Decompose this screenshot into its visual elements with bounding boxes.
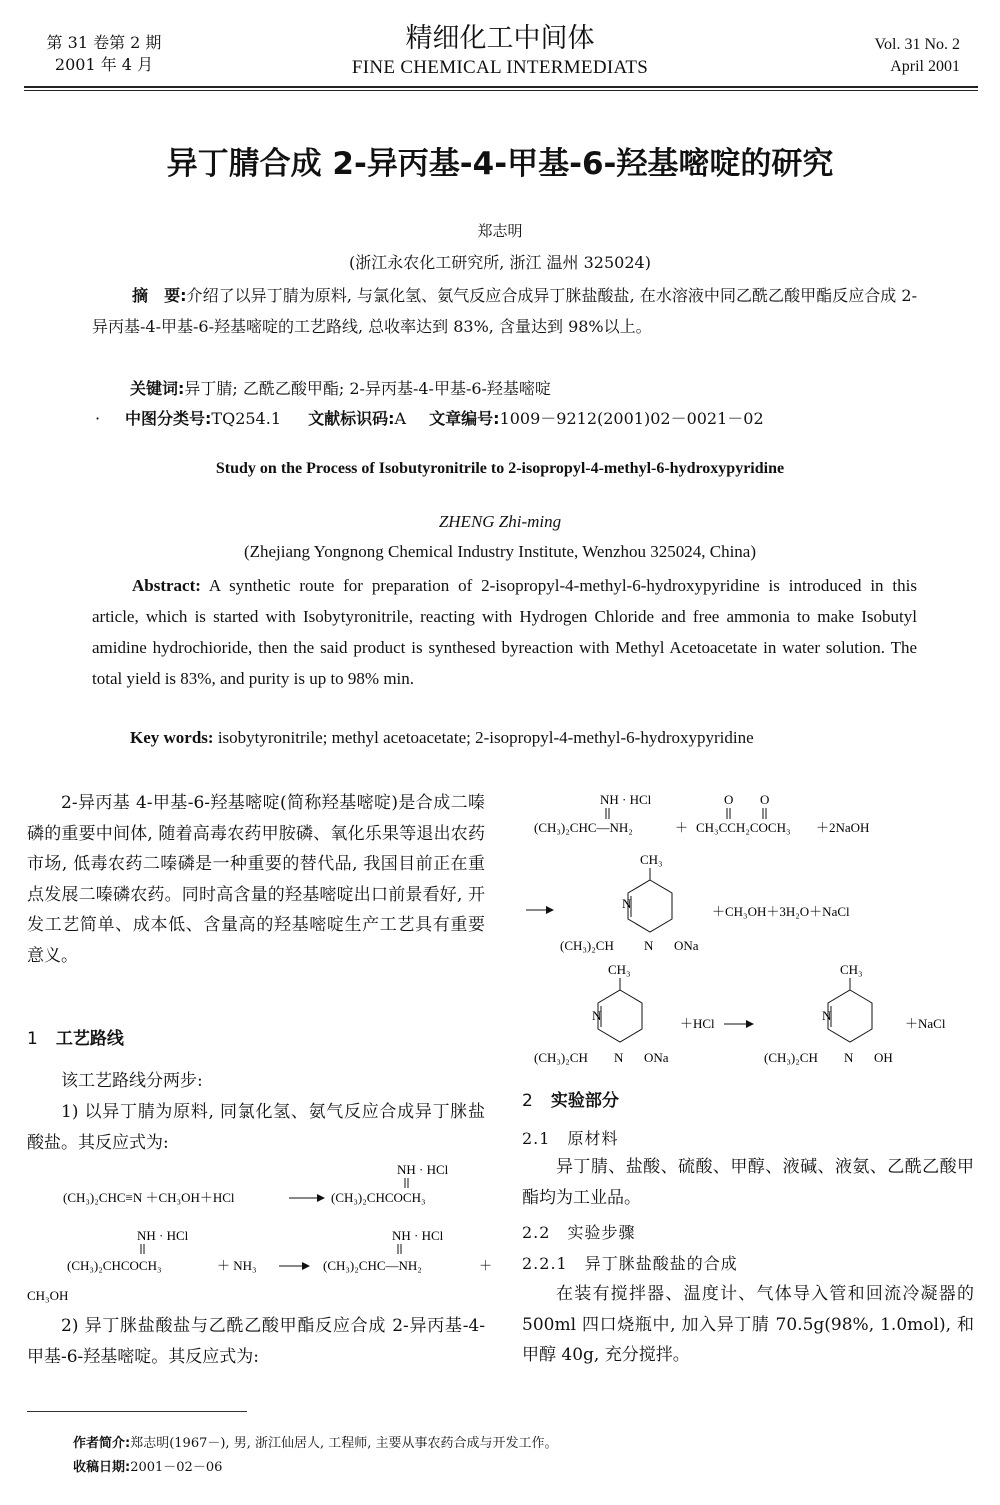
received-date [73, 1458, 222, 1478]
author-cn: 郑志明 [477, 222, 523, 240]
reaction-scheme [520, 784, 990, 1074]
scheme-plus-1: ＋ [675, 820, 689, 835]
ring3-n-top: N [822, 1008, 832, 1023]
ring3-ch3: CH₃ [840, 962, 863, 977]
ring3-structure [828, 978, 872, 1042]
ring1-isopropyl: (CH₃)₂CH [560, 938, 614, 953]
keywords-en-label: Key words: [130, 728, 214, 747]
ring2-n-top: N [592, 1008, 602, 1023]
ring3-n-bottom: N [844, 1050, 854, 1065]
abstract-cn-label: 摘 要: [132, 286, 187, 305]
keywords-en [130, 728, 754, 748]
eq2-ammonia: ＋ NH₃ [217, 1258, 257, 1273]
section-1-heading [27, 1024, 124, 1049]
subsection-2-2-1: 2.2.1 异丁脒盐酸盐的合成 [522, 1254, 738, 1273]
received-date-value: 2001－02－06 [130, 1460, 223, 1475]
eq2-rhs: (CH₃)₂CHC—NH₂ [323, 1258, 422, 1273]
issue-info [34, 32, 174, 76]
ring2-isopropyl: (CH₃)₂CH [534, 1050, 588, 1065]
doc-code-label: 文献标识码: [308, 409, 395, 428]
eq1-nh-hcl: NH · HCl [397, 1162, 449, 1177]
ring2-ch3: CH₃ [608, 962, 631, 977]
ring1-n-bottom: N [644, 938, 654, 953]
article-no-label: 文章编号: [429, 409, 500, 428]
process-intro: 该工艺路线分两步: [61, 1071, 203, 1091]
ring1-structure [628, 868, 672, 932]
scheme-naoh: ＋2NaOH [816, 820, 870, 835]
eq1-lhs: (CH₃)₂CHC≡N ＋CH₃OH＋HCl [63, 1190, 235, 1205]
ring1-ona: ONa [674, 938, 699, 953]
ring2-ona: ONa [644, 1050, 669, 1065]
abstract-en-text: A synthetic route for preparation of 2-isopropyl-4-methyl-6-hydroxypyridine is introduced in this article, which is started with Isobytyronitrile, reacting with Hydrogen Chloride and free ammonia to make Isobutyl amidine hydrochioride, then the said product is synthesed byreaction with Methyl Acetoacetate in water solution. The total yield is 83%, and purity is up to 98% min. [92, 576, 917, 688]
section-2-number: 2 [522, 1091, 533, 1111]
ring2-n-bottom: N [614, 1050, 624, 1065]
subsection-2-1: 2.1 原材料 [522, 1129, 619, 1148]
issue-date: 2001 年 4 月 [54, 55, 154, 74]
scheme-byproducts: ＋CH₃OH＋3H₂O＋NaCl [712, 904, 850, 919]
journal-name-en: FINE CHEMICAL INTERMEDIATS [351, 57, 649, 78]
ring1-n-top: N [622, 896, 632, 911]
section-1-number: 1 [27, 1029, 38, 1049]
subsection-2-2: 2.2 实验步骤 [522, 1223, 636, 1242]
abstract-en-label: Abstract: [132, 576, 201, 595]
header-rule [24, 86, 978, 88]
eq2-plus: ＋ [479, 1258, 493, 1273]
journal-name-cn: 精细化工中间体 [405, 23, 595, 54]
date-en: April 2001 [890, 58, 960, 75]
scheme-nh-hcl: NH · HCl [600, 792, 652, 807]
section-2-title: 实验部分 [550, 1091, 619, 1111]
ring3-oh: OH [874, 1050, 893, 1065]
eq2-nh-hcl-left: NH · HCl [137, 1228, 189, 1243]
eq1-rhs: (CH₃)₂CHCOCH₃ [331, 1190, 426, 1205]
ring2-structure [598, 978, 642, 1042]
author-bio [73, 1434, 558, 1454]
abstract-cn [92, 280, 917, 342]
author-bio-label: 作者简介: [73, 1436, 131, 1451]
clc-label: 中图分类号: [125, 409, 212, 428]
eq2-methanol: CH₃OH [27, 1288, 69, 1303]
scheme-amidine: (CH₃)₂CHC—NH₂ [534, 820, 633, 835]
abstract-cn-text: 介绍了以异丁腈为原料, 与氯化氢、氨气反应合成异丁脒盐酸盐, 在水溶液中同乙酰乙酸甲酯反应合成 2-异丙基-4-甲基-6-羟基嘧啶的工艺路线, 总收率达到 83%, 含量达到 98%以上。 [92, 286, 917, 336]
ring1-ch3: CH₃ [640, 852, 663, 867]
author-bio-text: 郑志明(1967－), 男, 浙江仙居人, 工程师, 主要从事农药合成与开发工作。 [130, 1436, 558, 1451]
scheme-o-1: O [724, 792, 734, 807]
keywords-cn [130, 374, 551, 404]
paper-title-en: Study on the Process of Isobutyronitrile to 2-isopropyl-4-methyl-6-hydroxypyridine [215, 460, 785, 477]
affiliation-cn: (浙江永农化工研究所, 浙江 温州 325024) [349, 253, 651, 272]
keywords-cn-text: 异丁腈; 乙酰乙酸甲酯; 2-异丙基-4-甲基-6-羟基嘧啶 [184, 379, 551, 398]
eq2-nh-hcl-right: NH · HCl [392, 1228, 444, 1243]
step-2-text: 2) 异丁脒盐酸盐与乙酰乙酸甲酯反应合成 2-异丙基-4-甲基-6-羟基嘧啶。其反应式为: [27, 1316, 485, 1367]
received-date-label: 收稿日期: [73, 1460, 131, 1475]
scheme-ester: CH₃CCH₂COCH₃ [696, 820, 791, 835]
clc-value: TQ254.1 [211, 409, 281, 428]
author-en: ZHENG Zhi-ming [438, 512, 562, 531]
doc-code-value: A [394, 409, 407, 428]
issue-volume: 第 31 卷第 2 期 [46, 33, 162, 52]
header-rule-thin [24, 90, 978, 91]
ring3-isopropyl: (CH₃)₂CH [764, 1050, 818, 1065]
journal-name [310, 22, 690, 80]
keywords-en-text: isobytyronitrile; methyl acetoacetate; 2-isopropyl-4-methyl-6-hydroxypyridine [217, 728, 754, 747]
keywords-cn-label: 关键词: [130, 379, 185, 398]
issue-info-en [875, 34, 961, 78]
section-2-heading [522, 1086, 619, 1111]
intro-paragraph: 2-异丙基 4-甲基-6-羟基嘧啶(简称羟基嘧啶)是合成二嗪磷的重要中间体, 随着高毒农药甲胺磷、氧化乐果等退出农药市场, 低毒农药二嗪磷是一种重要的替代品, 我国目前正在重点发展二嗪磷农药。同时高含量的羟基嘧啶出口前景看好, 开发工艺简单、成本低、含量高的羟基嘧啶生产工艺具有重要意义。 [27, 793, 485, 966]
volume-en: Vol. 31 No. 2 [874, 36, 960, 53]
materials-text: 异丁腈、盐酸、硫酸、甲醇、液碱、液氨、乙酰乙酸甲酯均为工业品。 [522, 1157, 974, 1208]
paper-title-cn: 异丁腈合成 2-异丙基-4-甲基-6-羟基嘧啶的研究 [166, 146, 834, 182]
scheme-o-2: O [760, 792, 770, 807]
classification: · 中图分类号:TQ254.1 文献标识码:A 文章编号:1009－9212(2001)02－0021－02 [95, 409, 764, 428]
footnote-rule [27, 1411, 247, 1412]
synthesis-text: 在装有搅拌器、温度计、气体导入管和回流冷凝器的 500ml 四口烧瓶中, 加入异丁腈 70.5g(98%, 1.0mol), 和甲醇 40g, 充分搅拌。 [522, 1284, 974, 1365]
affiliation-en: (Zhejiang Yongnong Chemical Industry Institute, Wenzhou 325024, China) [243, 542, 757, 561]
scheme-hcl: ＋HCl [680, 1016, 715, 1031]
eq2-lhs: (CH₃)₂CHCOCH₃ [67, 1258, 162, 1273]
scheme-nacl: ＋NaCl [905, 1016, 946, 1031]
equations-step1 [27, 1158, 497, 1308]
section-1-title: 工艺路线 [55, 1029, 124, 1049]
article-no-value: 1009－9212(2001)02－0021－02 [499, 409, 764, 428]
abstract-en [92, 570, 917, 694]
step-1-text: 1) 以异丁腈为原料, 同氯化氢、氨气反应合成异丁脒盐酸盐。其反应式为: [27, 1102, 485, 1153]
